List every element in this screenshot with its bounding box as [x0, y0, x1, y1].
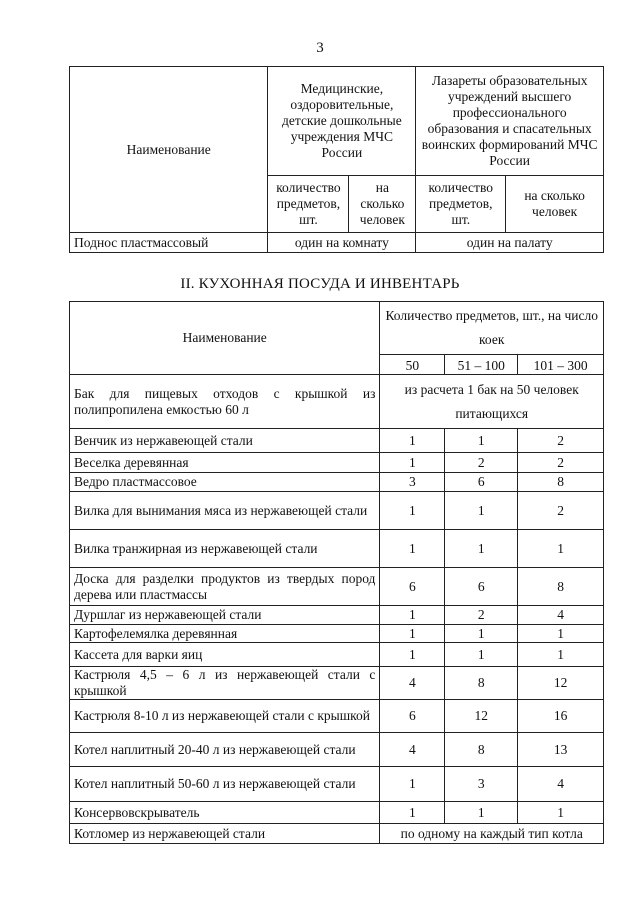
column-header-quantity: Количество предметов, шт., на число коек: [380, 302, 604, 355]
item-quantity: 3: [380, 473, 445, 492]
item-quantity: 2: [518, 453, 604, 473]
item-name: Котел наплитный 50-60 л из нержавеющей стали: [70, 767, 380, 802]
item-quantity: 1: [380, 802, 445, 824]
item-quantity: 4: [380, 733, 445, 767]
column-header-medical-institutions: Медицинские, оздоровительные, детские дошкольные учреждения МЧС России: [268, 67, 416, 176]
kitchen-utensils-table: [69, 301, 604, 844]
item-name: Венчик из нержавеющей стали: [70, 429, 380, 453]
table-row: [70, 767, 604, 802]
table-row: [70, 473, 604, 492]
item-name: Кастрюля 8-10 л из нержавеющей стали с крышкой: [70, 700, 380, 733]
item-quantity: 2: [518, 429, 604, 453]
column-header-name: Наименование: [70, 67, 268, 233]
item-name: Вилка транжирная из нержавеющей стали: [70, 530, 380, 568]
item-name: Дуршлаг из нержавеющей стали: [70, 606, 380, 625]
item-value: один на палату: [416, 233, 604, 253]
item-quantity: 6: [445, 473, 518, 492]
column-header-name: Наименование: [70, 302, 380, 375]
subheader-per-persons: на сколько человек: [349, 176, 416, 233]
item-quantity: 1: [380, 625, 445, 643]
item-name: Веселка деревянная: [70, 453, 380, 473]
table-row: [70, 625, 604, 643]
table-row: [70, 667, 604, 700]
item-quantity: 8: [518, 473, 604, 492]
table-row: [70, 492, 604, 530]
item-quantity: 1: [380, 643, 445, 667]
table-row: [70, 643, 604, 667]
item-quantity: 1: [445, 643, 518, 667]
item-quantity: 13: [518, 733, 604, 767]
item-quantity: 8: [518, 568, 604, 606]
item-value: один на комнату: [268, 233, 416, 253]
item-quantity: 4: [518, 767, 604, 802]
item-quantity: 12: [445, 700, 518, 733]
item-quantity: 2: [518, 492, 604, 530]
item-quantity: 1: [445, 429, 518, 453]
table-row: [70, 824, 604, 844]
item-merged-value: по одному на каждый тип котла: [380, 824, 604, 844]
item-quantity: 2: [445, 606, 518, 625]
item-name: Кастрюля 4,5 – 6 л из нержавеющей стали с крышкой: [70, 667, 380, 700]
item-quantity: 16: [518, 700, 604, 733]
table-row: [70, 802, 604, 824]
item-name: Ведро пластмассовое: [70, 473, 380, 492]
subheader-quantity: количество предметов, шт.: [268, 176, 349, 233]
item-quantity: 1: [380, 492, 445, 530]
item-quantity: 1: [518, 625, 604, 643]
item-name: Котел наплитный 20-40 л из нержавеющей стали: [70, 733, 380, 767]
item-quantity: 1: [518, 802, 604, 824]
table-row: [70, 606, 604, 625]
table-row: [70, 530, 604, 568]
item-quantity: 1: [380, 530, 445, 568]
section-title: II. КУХОННАЯ ПОСУДА И ИНВЕНТАРЬ: [180, 276, 460, 292]
table-row: [70, 568, 604, 606]
item-name: Бак для пищевых отходов с крышкой из полипропилена емкостью 60 л: [70, 375, 380, 429]
item-quantity: 6: [380, 700, 445, 733]
item-quantity: 2: [445, 453, 518, 473]
item-quantity: 1: [445, 802, 518, 824]
item-quantity: 8: [445, 667, 518, 700]
subheader-per-persons: на сколько человек: [506, 176, 604, 233]
item-quantity: 1: [445, 492, 518, 530]
page-number: 3: [316, 40, 324, 56]
item-quantity: 1: [445, 530, 518, 568]
item-name: Консервовскрыватель: [70, 802, 380, 824]
table-row: [70, 375, 604, 429]
item-quantity: 1: [445, 625, 518, 643]
item-quantity: 4: [518, 606, 604, 625]
item-quantity: 3: [445, 767, 518, 802]
item-merged-value: из расчета 1 бак на 50 человек питающихся: [380, 375, 604, 429]
facility-equipment-table: [69, 66, 604, 253]
item-quantity: 1: [518, 643, 604, 667]
table-row: [70, 453, 604, 473]
item-quantity: 1: [380, 429, 445, 453]
table-row: [70, 700, 604, 733]
item-quantity: 8: [445, 733, 518, 767]
subheader-quantity: количество предметов, шт.: [416, 176, 506, 233]
item-name: Вилка для вынимания мяса из нержавеющей стали: [70, 492, 380, 530]
beds-51-100-header: 51 – 100: [445, 355, 518, 375]
column-header-infirmaries: Лазареты образовательных учреждений высшего профессионального образования и спасательных воинских формирований МЧС России: [416, 67, 604, 176]
item-name: Картофелемялка деревянная: [70, 625, 380, 643]
beds-50-header: 50: [380, 355, 445, 375]
table-row: [70, 733, 604, 767]
item-name: Кассета для варки яиц: [70, 643, 380, 667]
item-quantity: 1: [518, 530, 604, 568]
item-quantity: 4: [380, 667, 445, 700]
item-name: Поднос пластмассовый: [70, 233, 268, 253]
beds-101-300-header: 101 – 300: [518, 355, 604, 375]
item-quantity: 6: [380, 568, 445, 606]
item-name: Котломер из нержавеющей стали: [70, 824, 380, 844]
item-quantity: 12: [518, 667, 604, 700]
item-quantity: 1: [380, 767, 445, 802]
item-quantity: 6: [445, 568, 518, 606]
item-quantity: 1: [380, 606, 445, 625]
table-row: [70, 429, 604, 453]
item-quantity: 1: [380, 453, 445, 473]
item-name: Доска для разделки продуктов из твердых пород дерева или пластмассы: [70, 568, 380, 606]
